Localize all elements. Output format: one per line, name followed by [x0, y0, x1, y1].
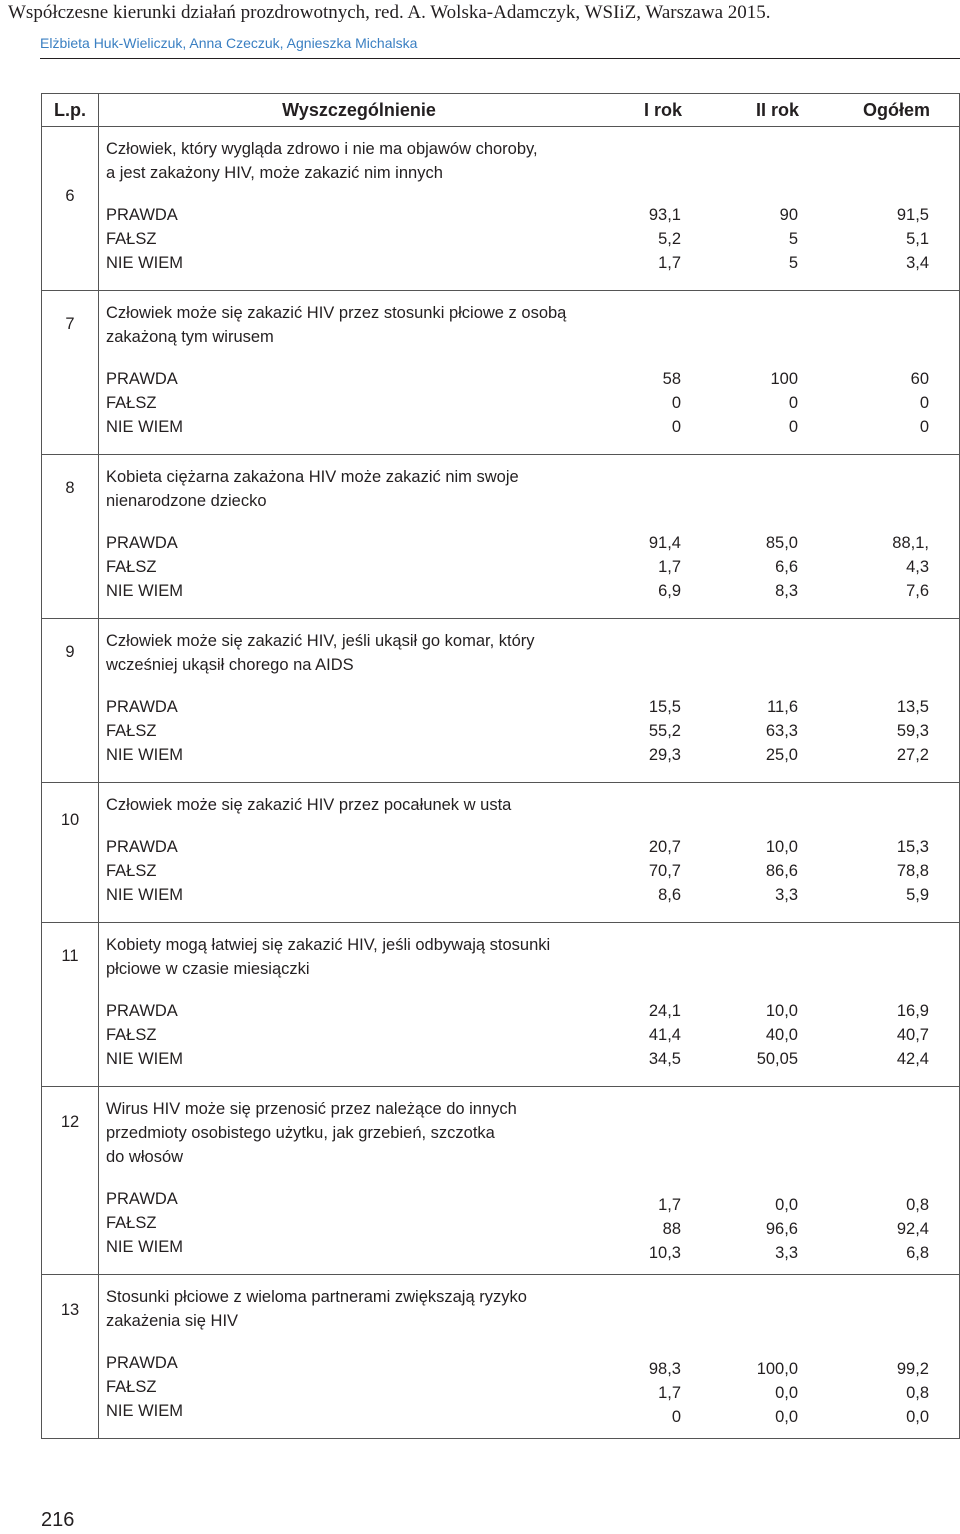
second-year-values: 10,0 40,0 50,05: [756, 1002, 798, 1068]
column-header-group: [99, 94, 960, 127]
question-text: Człowiek może się zakazić HIV, jeśli ukąsił go komar, który wcześniej ukąsił chorego na AIDS: [106, 632, 535, 674]
answer-labels: PRAWDA FAŁSZ NIE WIEM: [106, 1354, 183, 1420]
first-year-values: 15,5 55,2 29,3: [648, 698, 681, 764]
question-text: Człowiek, który wygląda zdrowo i nie ma objawów choroby, a jest zakażony HIV, może zakazić nim innych: [106, 140, 538, 182]
answer-labels: PRAWDA FAŁSZ NIE WIEM: [106, 1190, 183, 1256]
row-number: 13: [42, 1275, 99, 1439]
question-cell: [99, 291, 960, 455]
answer-block: [106, 203, 959, 275]
header-divider: [40, 58, 960, 59]
question-cell: [99, 619, 960, 783]
total-values: 88,1, 4,3 7,6: [892, 534, 929, 600]
column-header-lp: L.p.: [42, 94, 99, 127]
answer-labels: PRAWDA FAŁSZ NIE WIEM: [106, 534, 183, 600]
answer-labels: PRAWDA FAŁSZ NIE WIEM: [106, 838, 183, 904]
question-cell: [99, 127, 960, 291]
question-text: Człowiek może się zakazić HIV przez stosunki płciowe z osobą zakażoną tym wirusem: [106, 304, 567, 346]
table-row: [42, 127, 960, 291]
question-cell: [99, 923, 960, 1087]
total-values: 91,5 5,1 3,4: [896, 206, 929, 272]
question-text: Wirus HIV może się przenosić przez należące do innych przedmioty osobistego użytku, jak grzebień, szczotka do włosów: [106, 1100, 517, 1166]
second-year-values: 85,0 6,6 8,3: [765, 534, 798, 600]
answer-block: [106, 367, 959, 439]
question-text: Kobieta ciężarna zakażona HIV może zakazić nim swoje nienarodzone dziecko: [106, 468, 519, 510]
row-number: 10: [42, 783, 99, 923]
total-values: 13,5 59,3 27,2: [896, 698, 929, 764]
table-row: [42, 1087, 960, 1275]
column-header-second-year: II rok: [755, 99, 799, 120]
page-number: 216: [41, 1509, 75, 1531]
question-text: Człowiek może się zakazić HIV przez pocałunek w usta: [106, 796, 512, 814]
chapter-authors: Elżbieta Huk-Wieliczuk, Anna Czeczuk, Agnieszka Michalska: [40, 35, 418, 51]
column-header-description: Wyszczególnienie: [282, 99, 436, 120]
row-number: 8: [42, 455, 99, 619]
first-year-values: 98,3 1,7 0: [648, 1360, 681, 1426]
row-number: 11: [42, 923, 99, 1087]
answer-labels: PRAWDA FAŁSZ NIE WIEM: [106, 206, 183, 272]
second-year-values: 90 5 5: [779, 206, 798, 272]
question-cell: [99, 455, 960, 619]
book-title: Współczesne kierunki działań prozdrowotnych, red. A. Wolska-Adamczyk, WSIiZ, Warszawa 2015.: [8, 2, 771, 23]
column-header-first-year: I rok: [643, 99, 682, 120]
total-values: 15,3 78,8 5,9: [896, 838, 929, 904]
table-row: [42, 923, 960, 1087]
total-values: 16,9 40,7 42,4: [896, 1002, 929, 1068]
question-text: Stosunki płciowe z wieloma partnerami zwiększają ryzyko zakażenia się HIV: [106, 1288, 527, 1330]
row-number: 7: [42, 291, 99, 455]
column-header-total: Ogółem: [862, 99, 930, 120]
table-row: [42, 455, 960, 619]
table-row: [42, 291, 960, 455]
table-row: [42, 1275, 960, 1439]
row-number: 12: [42, 1087, 99, 1275]
answer-block: [106, 999, 959, 1071]
question-cell: [99, 1087, 960, 1275]
answer-labels: PRAWDA FAŁSZ NIE WIEM: [106, 1002, 183, 1068]
question-text: Kobiety mogą łatwiej się zakazić HIV, jeśli odbywają stosunki płciowe w czasie miesiączki: [106, 936, 551, 978]
second-year-values: 10,0 86,6 3,3: [765, 838, 798, 904]
second-year-values: 11,6 63,3 25,0: [765, 698, 798, 764]
second-year-values: 100,0 0,0 0,0: [756, 1360, 798, 1426]
table-header-row: [42, 94, 960, 127]
survey-results-table: [41, 93, 960, 1439]
row-number: 9: [42, 619, 99, 783]
question-cell: [99, 783, 960, 923]
first-year-values: 93,1 5,2 1,7: [648, 206, 681, 272]
first-year-values: 58 0 0: [662, 370, 681, 436]
second-year-values: 100 0 0: [770, 370, 798, 436]
answer-block: [106, 531, 959, 603]
answer-labels: PRAWDA FAŁSZ NIE WIEM: [106, 698, 183, 764]
answer-block: [106, 835, 959, 907]
first-year-values: 24,1 41,4 34,5: [648, 1002, 681, 1068]
answer-block: [106, 1187, 959, 1265]
first-year-values: 20,7 70,7 8,6: [648, 838, 681, 904]
second-year-values: 0,0 96,6 3,3: [765, 1196, 798, 1262]
total-values: 0,8 92,4 6,8: [896, 1196, 929, 1262]
total-values: 99,2 0,8 0,0: [896, 1360, 929, 1426]
answer-block: [106, 695, 959, 767]
first-year-values: 1,7 88 10,3: [648, 1196, 681, 1262]
table-row: [42, 783, 960, 923]
answer-block: [106, 1351, 959, 1429]
table-row: [42, 619, 960, 783]
first-year-values: 91,4 1,7 6,9: [648, 534, 681, 600]
question-cell: [99, 1275, 960, 1439]
row-number: 6: [42, 127, 99, 291]
total-values: 60 0 0: [910, 370, 929, 436]
answer-labels: PRAWDA FAŁSZ NIE WIEM: [106, 370, 183, 436]
